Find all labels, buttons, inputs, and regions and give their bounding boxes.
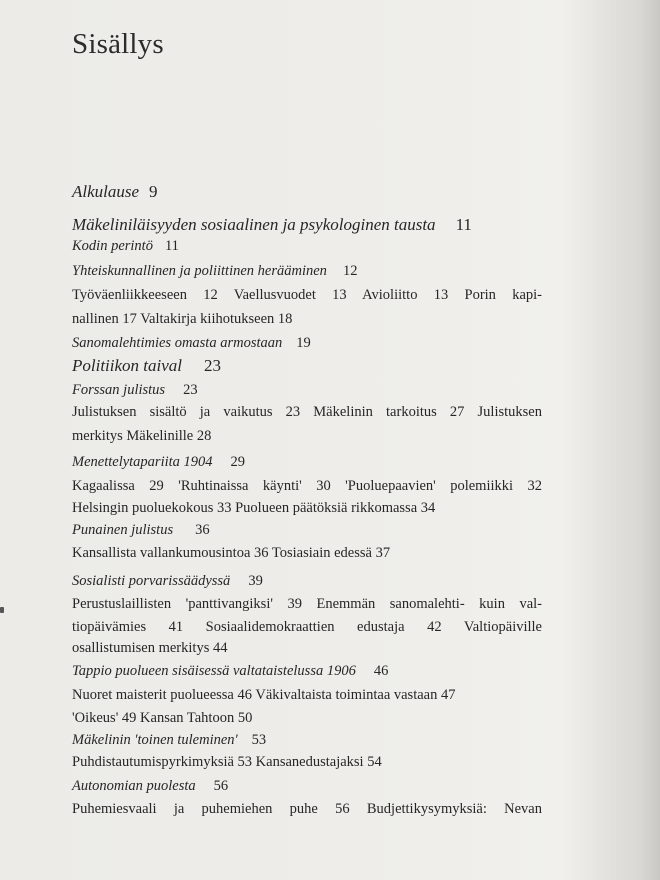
toc-page-number: 19 <box>296 335 311 351</box>
toc-subsections: 'Oikeus' 49 Kansan Tahtoon 50 <box>72 710 253 726</box>
toc-section <box>72 573 263 590</box>
toc-label: Punainen julistus <box>72 522 174 538</box>
toc-subsections: Nuoret maisterit puolueessa 46 Väkivaltaista toimintaa vastaan 47 <box>72 687 456 703</box>
toc-subsections: Työväenliikkeeseen 12 Vaellusvuodet 13 Avioliitto 13 Porin kapi- <box>72 287 542 303</box>
toc-subsections: Puhemiesvaali ja puhemiehen puhe 56 Budjettikysymyksiä: Nevan <box>72 801 542 817</box>
toc-page-number: 56 <box>213 778 229 794</box>
toc-label: Autonomian puolesta <box>72 778 196 794</box>
toc-label: Politiikon taival <box>72 356 183 375</box>
toc-section <box>72 778 228 795</box>
toc-chapter <box>72 215 472 235</box>
toc-subsections: Kagaalissa 29 'Ruhtinaissa käynti' 30 'Puoluepaavien' polemiikki 32 <box>72 478 542 494</box>
toc-section <box>72 663 388 680</box>
toc-section <box>72 263 357 280</box>
toc-label: Mäkelinin 'toinen tuleminen' <box>72 732 238 748</box>
toc-label: Menettelytapariita 1904 <box>72 454 213 470</box>
toc-page-number: 23 <box>183 382 198 398</box>
toc-subsections: tiopäivämies 41 Sosiaalidemokraattien edustaja 42 Valtiopäiville <box>72 619 542 635</box>
toc-page-number: 46 <box>373 663 389 679</box>
toc-section <box>72 382 198 399</box>
toc-subsections: Julistuksen sisältö ja vaikutus 23 Mäkelinin tarkoitus 27 Julistuksen <box>72 404 542 420</box>
toc-page-number: 11 <box>455 215 472 234</box>
toc-label: Sosialisti porvarissäädyssä <box>72 573 231 589</box>
page-title: Sisällys <box>72 28 164 60</box>
toc-section <box>72 238 179 255</box>
toc-subsections: Kansallista vallankumousintoa 36 Tosiasiain edessä 37 <box>72 545 391 561</box>
toc-label: Alkulause <box>72 182 140 201</box>
toc-label: Tappio puolueen sisäisessä valtataistelussa 1906 <box>72 663 356 679</box>
toc-page-number: 11 <box>164 238 179 254</box>
toc-section <box>72 732 266 749</box>
toc-label: Yhteiskunnallinen ja poliittinen herääminen <box>72 263 327 279</box>
toc-page-number: 29 <box>230 454 246 470</box>
toc-page-number: 12 <box>342 263 358 279</box>
toc-page-number: 9 <box>149 182 158 201</box>
toc-subsections: Puhdistautumispyrkimyksiä 53 Kansanedustajaksi 54 <box>72 754 382 770</box>
toc-chapter <box>72 182 158 202</box>
toc-subsections: osallistumisen merkitys 44 <box>72 640 228 656</box>
toc-chapter <box>72 356 221 376</box>
toc-subsections: Helsingin puoluekokous 33 Puolueen päätöksiä rikkomassa 34 <box>72 500 436 516</box>
toc-section <box>72 335 311 352</box>
toc-page-number: 39 <box>248 573 263 589</box>
toc-subsections: Perustuslaillisten 'panttivangiksi' 39 Enemmän sanomalehti- kuin val- <box>72 596 542 612</box>
toc-label: Mäkeliniläisyyden sosiaalinen ja psykologinen tausta <box>72 215 436 234</box>
toc-label: Sanomalehtimies omasta armostaan <box>72 335 283 351</box>
toc-page-number: 36 <box>195 522 210 538</box>
page-edge-mark <box>0 607 4 613</box>
toc-label: Forssan julistus <box>72 382 166 398</box>
toc-label: Kodin perintö <box>72 238 153 254</box>
toc-section <box>72 454 245 471</box>
toc-page-number: 23 <box>204 356 222 375</box>
toc-subsections: nallinen 17 Valtakirja kiihotukseen 18 <box>72 311 293 327</box>
toc-page-number: 53 <box>251 732 267 748</box>
toc-subsections: merkitys Mäkelinille 28 <box>72 428 212 444</box>
toc-section <box>72 522 210 539</box>
